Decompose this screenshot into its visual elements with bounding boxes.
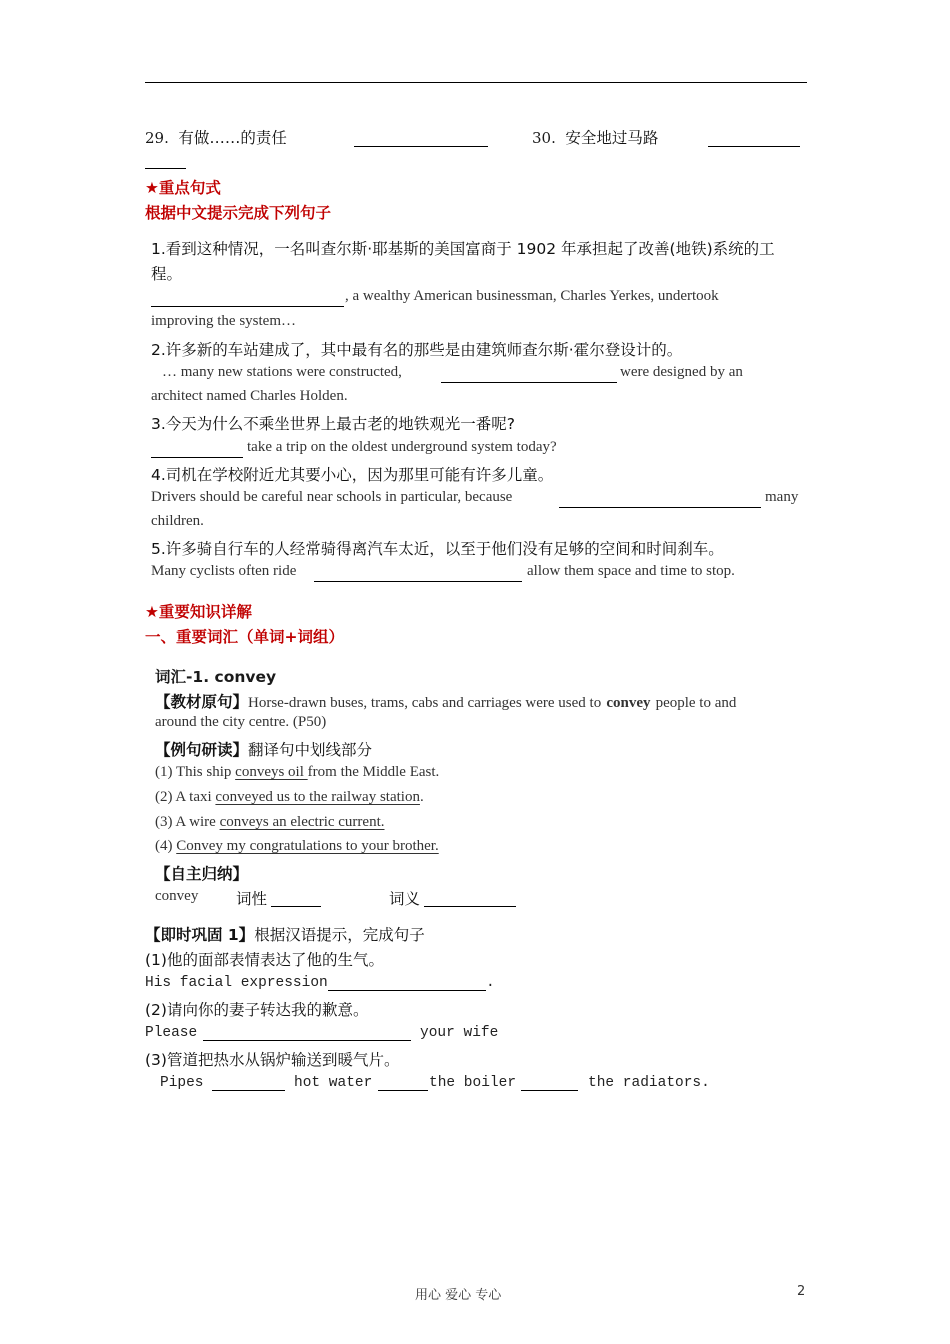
sentence-2-chinese: 2.许多新的车站建成了，其中最有名的那些是由建筑师查尔斯·霍尔登设计的。 — [151, 341, 683, 359]
sentence-4-blank[interactable] — [559, 493, 761, 508]
sentence-2-english-pre: … many new stations were constructed, — [162, 364, 402, 380]
item-number: 30. — [532, 129, 556, 147]
practice-2-english-post: your wife — [420, 1025, 499, 1041]
practice-3-word-boiler: the boiler — [429, 1075, 517, 1091]
summary-pos-blank[interactable] — [271, 892, 321, 907]
sentence-4-chinese: 4.司机在学校附近尤其要小心，因为那里可能有许多儿童。 — [151, 466, 554, 484]
example-pre: (3) A wire — [155, 814, 220, 830]
sentence-3-english: take a trip on the oldest underground system today? — [247, 439, 557, 455]
practice-3-blank-1[interactable] — [212, 1076, 285, 1091]
vocab-item-30 — [532, 126, 658, 148]
summary-meaning-blank[interactable] — [424, 892, 516, 907]
example-post: from the Middle East. — [307, 764, 440, 780]
sentence-1-blank[interactable] — [151, 292, 344, 307]
example-post: . — [419, 789, 424, 805]
item-number: 29. — [145, 129, 169, 147]
sentence-1-chinese-cont: 程。 — [151, 265, 183, 283]
sentence-1-english: , a wealthy American businessman, Charles Yerkes, undertook — [345, 288, 719, 304]
example-underlined: conveyed us to the railway station — [215, 789, 420, 805]
practice-1-blank[interactable] — [328, 976, 486, 991]
practice-3-chinese: (3)管道把热水从锅炉输送到暖气片。 — [145, 1051, 400, 1069]
original-sentence-post: people to and — [655, 695, 737, 711]
answer-blank-29[interactable] — [354, 132, 488, 147]
footer-motto: 用心 爱心 专心 — [415, 1288, 502, 1303]
practice-3-blank-2[interactable] — [378, 1076, 428, 1091]
header-rule — [145, 82, 807, 83]
sentence-4-english-pre: Drivers should be careful near schools in particular, because — [151, 489, 513, 505]
example-sentence-4 — [155, 838, 439, 855]
sentence-1-chinese: 1.看到这种情况，一名叫查尔斯·耶基斯的美国富商于 1902 年承担起了改善(地铁)系统的工 — [151, 240, 775, 258]
summary-word: convey — [155, 888, 199, 904]
sentence-2-english-cont: architect named Charles Holden. — [151, 388, 348, 404]
example-heading — [155, 738, 372, 760]
item-text: 安全地过马路 — [565, 129, 659, 147]
practice-2-chinese: (2)请向你的妻子转达我的歉意。 — [145, 1001, 369, 1019]
example-underlined: conveys oil — [235, 764, 308, 780]
practice-3-word-hot-water: hot water — [294, 1075, 373, 1091]
sentence-4-english-cont: children. — [151, 513, 204, 529]
practice-instruction: 根据汉语提示，完成句子 — [254, 926, 425, 944]
example-pre: (4) — [155, 838, 177, 854]
page-number: 2 — [797, 1284, 806, 1299]
sentence-5-english-pre: Many cyclists often ride — [151, 563, 297, 579]
original-sentence-cont: around the city centre. (P50) — [155, 714, 327, 730]
example-pre: (1) This ship — [155, 764, 236, 780]
practice-1-chinese: (1)他的面部表情表达了他的生气。 — [145, 951, 384, 969]
original-sentence-pre: Horse-drawn buses, trams, cabs and carriages were used to — [248, 695, 602, 711]
summary-meaning-label: 词义 — [389, 890, 421, 908]
sentence-5-english-post: allow them space and time to stop. — [527, 563, 735, 579]
example-underlined: Convey my congratulations to your brother. — [176, 838, 439, 854]
sentence-2-english-post: were designed by an — [620, 364, 743, 380]
example-label: 【例句研读】 — [155, 741, 249, 759]
example-underlined: conveys an electric current. — [219, 814, 385, 830]
practice-3-word-pipes: Pipes — [160, 1075, 204, 1091]
original-sentence-label: 【教材原句】 — [155, 693, 249, 711]
sentence-1-english-cont: improving the system… — [151, 313, 296, 329]
item-text: 有做……的责任 — [178, 129, 287, 147]
sentence-5-blank[interactable] — [314, 567, 522, 582]
original-sentence — [155, 690, 736, 712]
sentence-2-blank[interactable] — [441, 368, 617, 383]
example-sentence-1 — [155, 764, 439, 781]
section-title-key-sentences: ★重点句式 — [145, 179, 221, 197]
answer-blank-30-cont[interactable] — [145, 154, 186, 169]
summary-pos-label: 词性 — [236, 890, 268, 908]
sentence-5-chinese: 5.许多骑自行车的人经常骑得离汽车太近，以至于他们没有足够的空间和时间刹车。 — [151, 540, 724, 558]
practice-1-english-pre: His facial expression — [145, 975, 328, 991]
section-subtitle-vocabulary: 一、重要词汇（单词+词组） — [145, 628, 344, 646]
answer-blank-30[interactable] — [708, 132, 800, 147]
sentence-3-chinese: 3.今天为什么不乘坐世界上最古老的地铁观光一番呢? — [151, 415, 516, 433]
vocab-item-29 — [145, 126, 287, 148]
practice-label: 【即时巩固 1】 — [145, 926, 255, 944]
practice-2-blank[interactable] — [203, 1026, 411, 1041]
section-subtitle-complete-sentences: 根据中文提示完成下列句子 — [145, 204, 332, 222]
example-sentence-2 — [155, 789, 424, 806]
example-sentence-3 — [155, 814, 385, 831]
practice-heading — [145, 923, 425, 945]
practice-3-word-radiators: the radiators. — [588, 1075, 710, 1091]
section-title-knowledge: ★重要知识详解 — [145, 603, 252, 621]
example-pre: (2) A taxi — [155, 789, 216, 805]
sentence-4-english-post: many — [765, 489, 799, 505]
original-sentence-keyword: convey — [606, 695, 651, 711]
practice-2-english-pre: Please — [145, 1025, 198, 1041]
vocab-heading: 词汇-1. convey — [155, 668, 277, 686]
practice-3-blank-3[interactable] — [521, 1076, 578, 1091]
summary-label: 【自主归纳】 — [155, 865, 249, 883]
example-instruction: 翻译句中划线部分 — [248, 741, 373, 759]
sentence-3-blank[interactable] — [151, 443, 243, 458]
practice-1-english-post: . — [486, 975, 495, 991]
